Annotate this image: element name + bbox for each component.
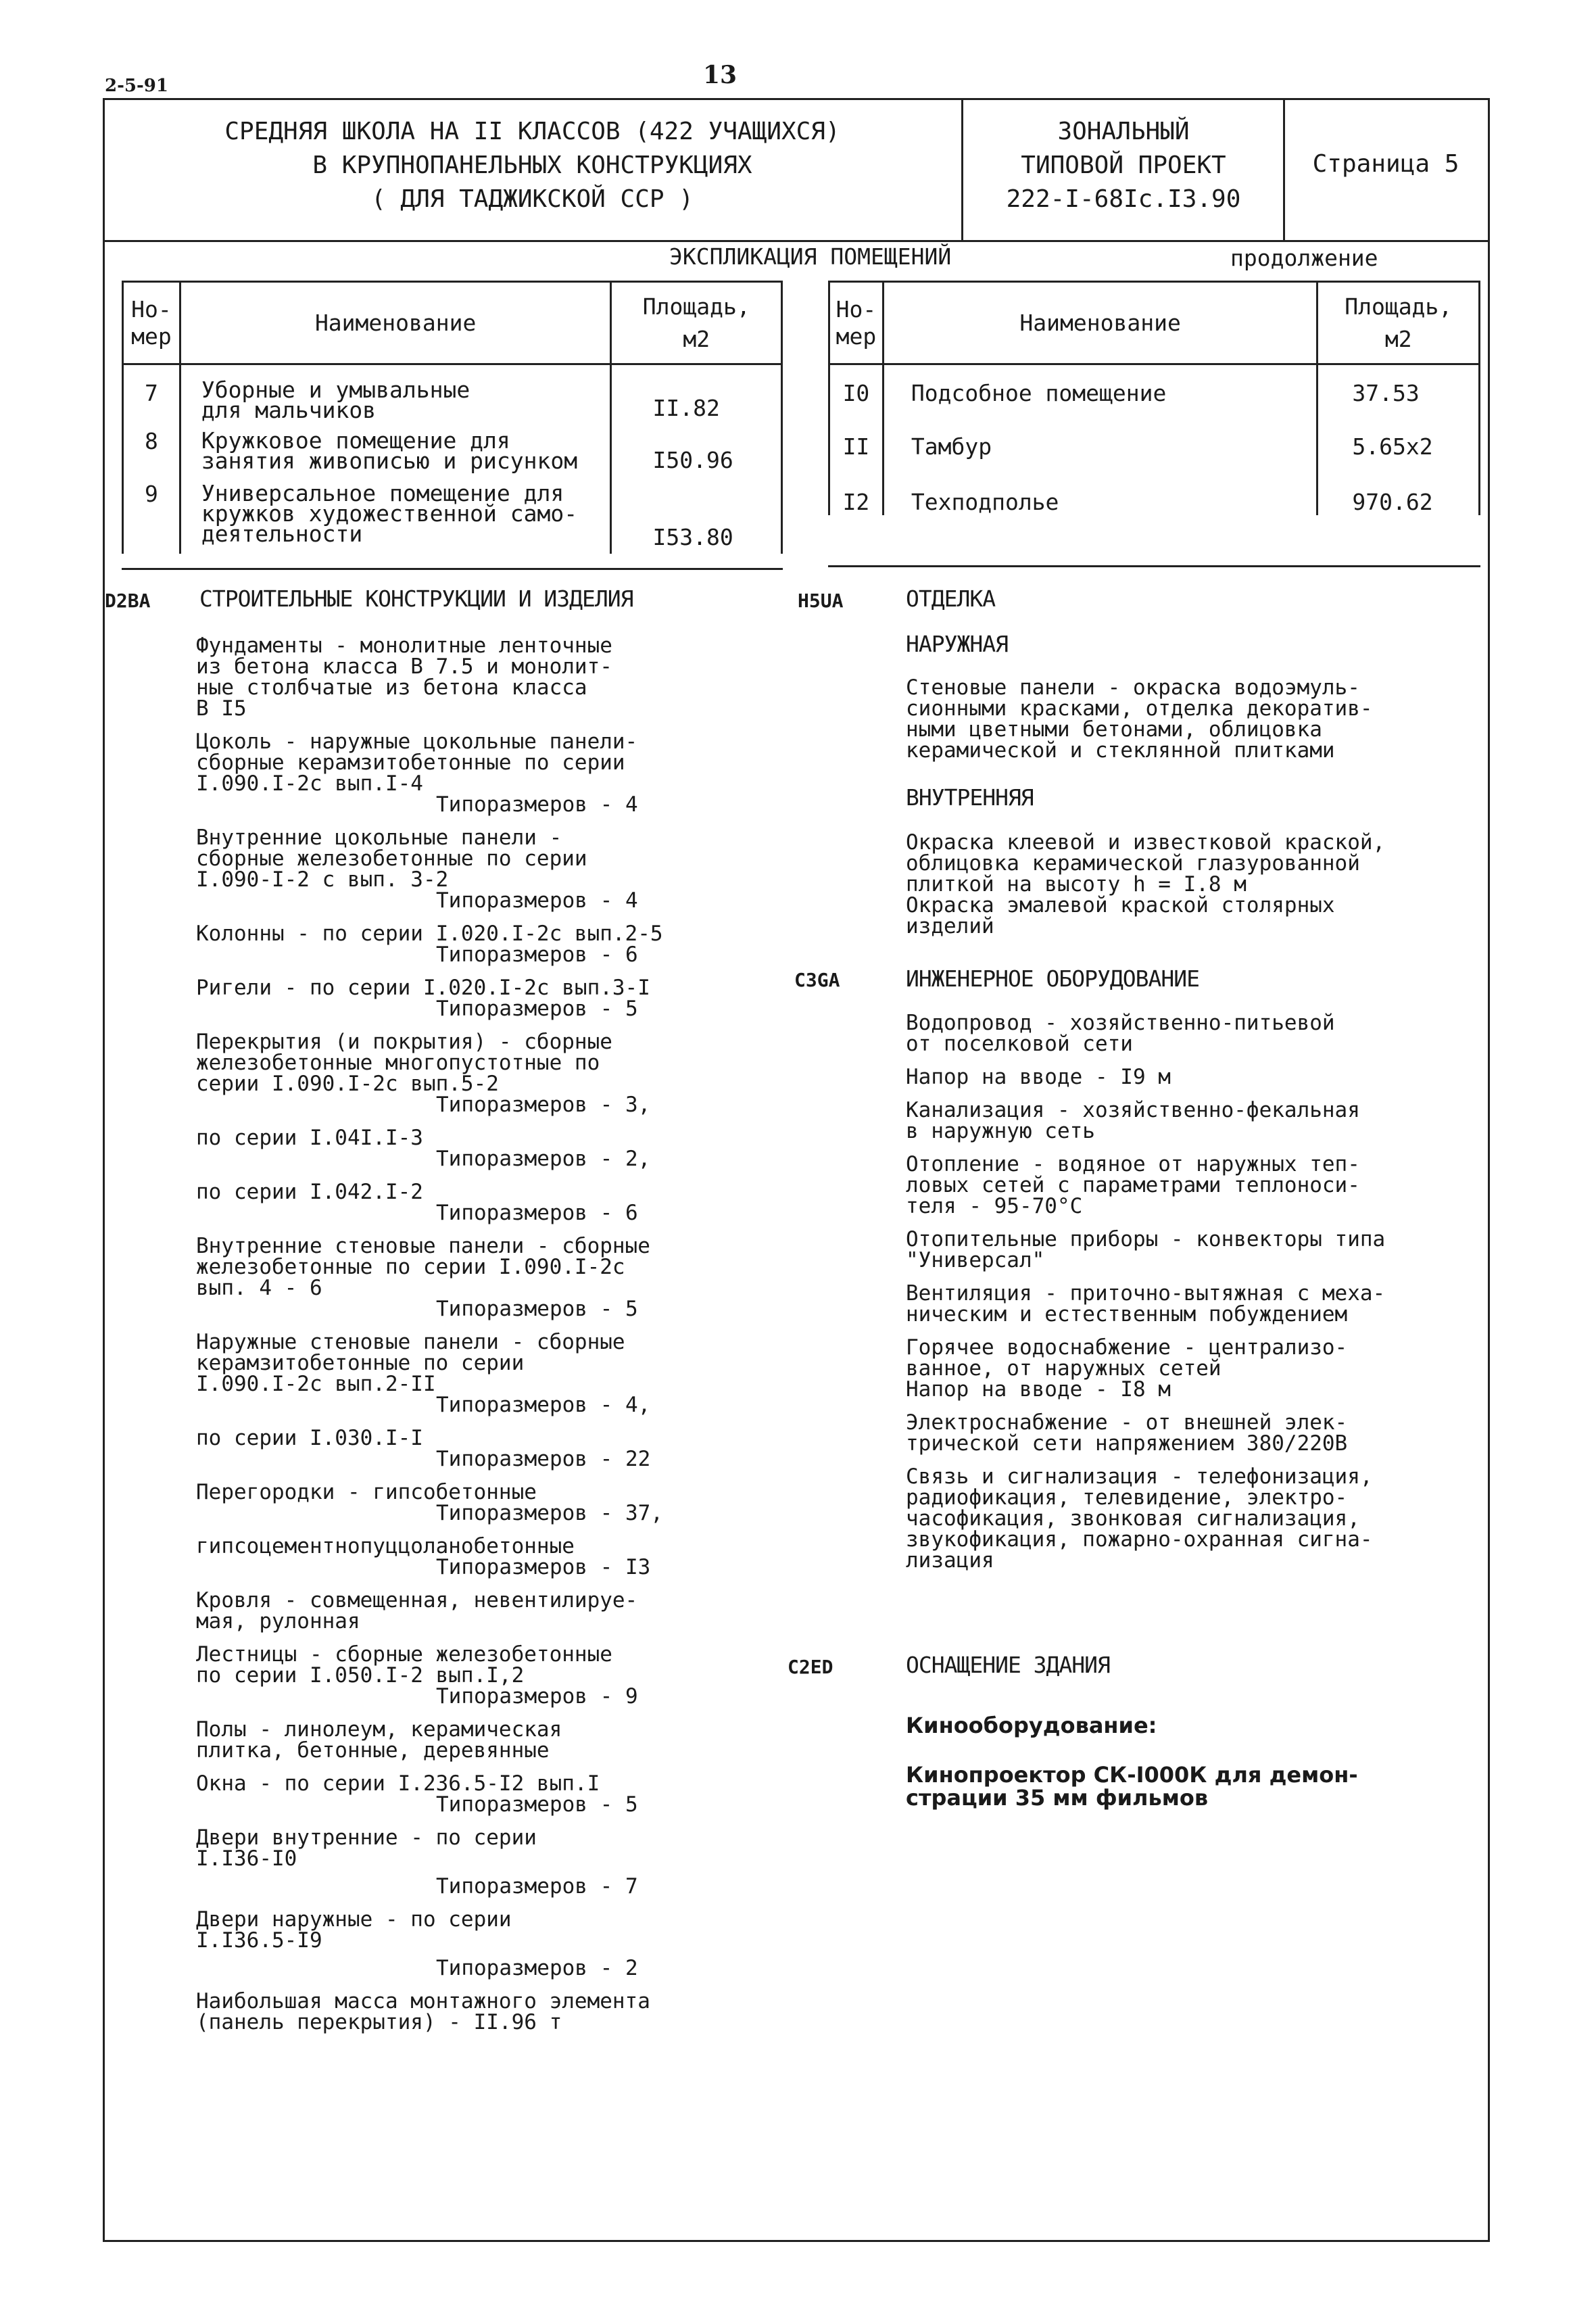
explication-table-right (828, 281, 1480, 515)
list-item: Двери наружные - по серии I.I36.5-I9 Типоразмеров - 2 (196, 1907, 638, 1980)
list-item: Напор на вводе - I9 м (906, 1065, 1171, 1089)
list-item: Колонны - по серии I.020.I-2с вып.2-5 Типоразмеров - 6 (196, 922, 663, 967)
project-line: ТИПОВОЙ ПРОЕКТ (1021, 151, 1226, 179)
header-number: Но- мер (123, 282, 180, 364)
list-item: Перегородки - гипсобетонные Типоразмеров - 37, (196, 1480, 663, 1525)
list-item: Внутренние цокольные панели - сборные железобетонные по серии I.090-I-2 с вып. 3-2 Типоразмеров - 4 (196, 826, 638, 913)
list-item: Отопление - водяное от наружных теп- ловых сетей с параметрами теплоноси- теля - 95-70°С (906, 1152, 1360, 1218)
list-item: Внутренние стеновые панели - сборные железобетонные по серии I.090.I-2с вып. 4 - 6 Типоразмеров - 5 (196, 1234, 650, 1321)
header-name: Наименование (883, 282, 1317, 364)
list-item: по серии I.04I.I-3 Типоразмеров - 2, (196, 1126, 651, 1171)
list-item: Ригели - по серии I.020.I-2с вып.3-I Типоразмеров - 5 (196, 976, 650, 1021)
list-item: Наибольшая масса монтажного элемента (панель перекрытия) - II.96 т (196, 1989, 650, 2034)
list-item: Отопительные приборы - конвекторы типа "Универсал" (906, 1227, 1386, 1272)
table-row: 7 Уборные и умывальные для мальчиков II.82 (123, 364, 782, 423)
list-item: Наружные стеновые панели - сборные керамзитобетонные по серии I.090.I-2с вып.2-II Типоразмеров - 4, (196, 1330, 651, 1417)
list-item: Вентиляция - приточно-вытяжная с меха- ническим и естественным побуждением (906, 1281, 1386, 1327)
section-heading: ОТДЕЛКА (906, 586, 996, 612)
header-number: Но- мер (829, 282, 884, 364)
sub-heading: НАРУЖНАЯ (906, 631, 1008, 657)
section-code: C3GA (794, 969, 840, 991)
sub-heading: ВНУТРЕННЯЯ (906, 784, 1034, 811)
section-code: C2ED (788, 1656, 833, 1678)
list-item: Перекрытия (и покрытия) - сборные железобетонные многопустотные по серии I.090.I-2с вып.5-2 Типоразмеров - 3, (196, 1030, 651, 1117)
list-item: Горячее водоснабжение - централизо- ванное, от наружных сетей Напор на вводе - I8 м (906, 1335, 1348, 1402)
list-item: Цоколь - наружные цокольные панели- сборные керамзитобетонные по серии I.090.I-2с вып.I-4 Типоразмеров - 4 (196, 730, 638, 817)
header-area: Площадь, м2 (1317, 282, 1480, 364)
title-line: ( ДЛЯ ТАДЖИКСКОЙ ССР ) (371, 185, 694, 213)
title-block-separator (961, 98, 963, 242)
list-item: гипсоцементнопуццоланобетонные Типоразмеров - I3 (196, 1534, 651, 1579)
header-area: Площадь, м2 (611, 282, 782, 364)
list-item: по серии I.030.I-I Типоразмеров - 22 (196, 1426, 651, 1471)
list-item: Водопровод - хозяйственно-питьевой от поселковой сети (906, 1011, 1335, 1056)
list-item: Фундаменты - монолитные ленточные из бетона класса В 7.5 и монолит- ные столбчатые из бетона класса В I5 (196, 634, 612, 721)
table-bottom-border (828, 565, 1480, 567)
sub-heading: Кинооборудование: (906, 1713, 1157, 1738)
explication-continuation: продолжение (1230, 245, 1378, 271)
table-row: 9 Универсальное помещение для кружков художественной само- деятельности I53.80 (123, 475, 782, 554)
list-item: Лестницы - сборные железобетонные по серии I.050.I-2 вып.I,2 Типоразмеров - 9 (196, 1642, 638, 1709)
table-bottom-border (122, 568, 783, 570)
table-row: I2 Техподполье 970.62 (829, 477, 1480, 515)
section-code: H5UA (798, 590, 844, 612)
list-item: Окна - по серии I.236.5-I2 вып.I Типоразмеров - 5 (196, 1771, 638, 1817)
document-title (108, 115, 957, 216)
page-number: 13 (703, 61, 737, 89)
project-line: 222-I-68Iс.I3.90 (1006, 185, 1241, 213)
table-row: II Тамбур 5.65х2 (829, 421, 1480, 477)
title-line: В КРУПНОПАНЕЛЬНЫХ КОНСТРУКЦИЯХ (312, 151, 752, 179)
project-designation (965, 115, 1282, 216)
explication-title: ЭКСПЛИКАЦИЯ ПОМЕЩЕНИЙ (669, 243, 952, 270)
finishing-outer-text: Стеновые панели - окраска водоэмуль- сионными красками, отделка декоратив- ными цветными бетонами, облицовка керамической и стеклянной плитками (906, 675, 1373, 763)
section-heading: СТРОИТЕЛЬНЫЕ КОНСТРУКЦИИ И ИЗДЕЛИЯ (199, 586, 633, 612)
section-heading: ОСНАЩЕНИЕ ЗДАНИЯ (906, 1652, 1110, 1678)
document-reference: 2-5-91 (105, 76, 168, 96)
explication-table-left (122, 281, 783, 554)
table-row: I0 Подсобное помещение 37.53 (829, 364, 1480, 421)
list-item: Связь и сигнализация - телефонизация, радиофикация, телевидение, электро- часофикация, звонковая сигнализация, звукофикация, пожарно-охранная сигна- лизация (906, 1464, 1373, 1573)
list-item: Электроснабжение - от внешней элек- трической сети напряжением 380/220В (906, 1410, 1348, 1456)
list-item: Канализация - хозяйственно-фекальная в наружную сеть (906, 1098, 1360, 1143)
list-item: Кровля - совмещенная, невентилируе- мая, рулонная (196, 1588, 638, 1633)
page-label: Страница 5 (1312, 150, 1459, 178)
title-line: СРЕДНЯЯ ШКОЛА НА II КЛАССОВ (422 УЧАЩИХСЯ) (224, 118, 840, 145)
list-item: по серии I.042.I-2 Типоразмеров - 6 (196, 1180, 638, 1225)
project-line: ЗОНАЛЬНЫЙ (1057, 118, 1190, 145)
title-block-divider (103, 240, 1488, 242)
equipment-text: Кинопроектор СК-I000К для демон- страции 35 мм фильмов (906, 1762, 1358, 1811)
list-item: Двери внутренние - по серии I.I36-I0 Типоразмеров - 7 (196, 1825, 638, 1899)
list-item: Полы - линолеум, керамическая плитка, бетонные, деревянные (196, 1717, 562, 1763)
section-heading: ИНЖЕНЕРНОЕ ОБОРУДОВАНИЕ (906, 965, 1199, 992)
header-name: Наименование (180, 282, 611, 364)
finishing-inner-text: Окраска клеевой и известковой краской, облицовка керамической глазурованной плиткой на высоту h = I.8 м Окраска эмалевой краской столярных изделий (906, 830, 1386, 938)
title-block-separator (1283, 98, 1285, 242)
table-row: 8 Кружковое помещение для занятия живописью и рисунком I50.96 (123, 423, 782, 475)
section-code: D2BA (105, 590, 151, 612)
construction-list (196, 636, 804, 2045)
engineering-list (906, 1013, 1467, 1583)
